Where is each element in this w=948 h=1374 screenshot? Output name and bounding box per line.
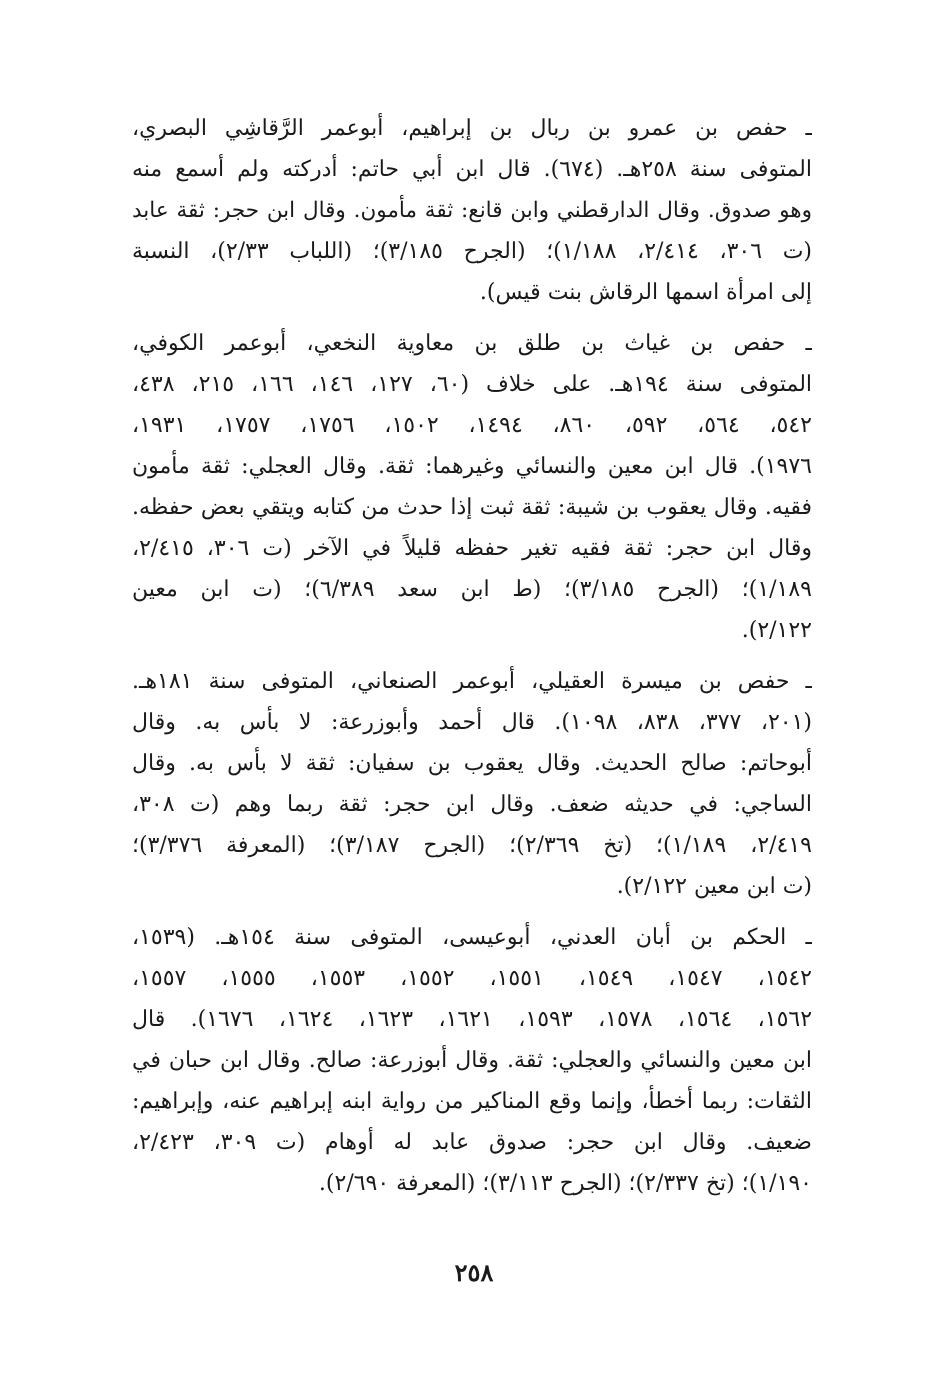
text-line: ابن معين والنسائي والعجلي: ثقة. وقال أبوزرعة: صالح. وقال ابن حبان في — [132, 1048, 812, 1073]
text-line: ١٩٧٦). قال ابن معين والنسائي وغيرهما: ثقة. وقال العجلي: ثقة مأمون — [132, 454, 812, 479]
text-line: ضعيف. وقال ابن حجر: صدوق عابد له أوهام (ت ٣٠٩، ٢/٤٢٣، — [132, 1130, 812, 1155]
text-line: ١٥٤٢، ١٥٤٧، ١٥٤٩، ١٥٥١، ١٥٥٢، ١٥٥٣، ١٥٥٥، ١٥٥٧، — [132, 966, 812, 991]
text-line: الساجي: في حديثه ضعف. وقال ابن حجر: ثقة ربما وهم (ت ٣٠٨، — [132, 792, 812, 817]
text-line: إلى امرأة اسمها الرقاش بنت قيس). — [479, 280, 812, 305]
text-line: ـ حفص بن ميسرة العقيلي، أبوعمر الصنعاني، المتوفى سنة ١٨١هـ. — [132, 669, 812, 694]
text-line: (ت ٣٠٦، ٢/٤١٤، ١/١٨٨)؛ (الجرح ٣/١٨٥)؛ (اللباب ٢/٣٣)، النسبة — [132, 239, 812, 264]
text-line: فقيه. وقال يعقوب بن شيبة: ثقة ثبت إذا حدث من كتابه ويتقي بعض حفظه. — [132, 495, 812, 520]
entry-hafs-ibn-amr — [132, 108, 812, 313]
text-line: أبوحاتم: صالح الحديث. وقال يعقوب بن سفيان: ثقة لا بأس به. وقال — [132, 751, 812, 776]
text-line: (ت ابن معين ٢/١٢٢). — [616, 874, 812, 899]
text-line: المتوفى سنة ٢٥٨هـ. (٦٧٤). قال ابن أبي حاتم: أدركته ولم أسمع منه — [132, 157, 812, 182]
page-number: ٢٥٨ — [454, 1258, 494, 1287]
text-line: ١٥٦٢، ١٥٦٤، ١٥٧٨، ١٥٩٣، ١٦٢١، ١٦٢٣، ١٦٢٤، ١٦٧٦). قال — [132, 1007, 812, 1032]
text-line: المتوفى سنة ١٩٤هـ. على خلاف (٦٠، ١٢٧، ١٤٦، ١٦٦، ٢١٥، ٤٣٨، — [132, 372, 812, 397]
text-line: ٢/١٢٢). — [741, 618, 812, 643]
text-line: ـ الحكم بن أبان العدني، أبوعيسى، المتوفى سنة ١٥٤هـ. (١٥٣٩، — [132, 925, 812, 950]
text-line: ـ حفص بن غياث بن طلق بن معاوية النخعي، أبوعمر الكوفي، — [132, 331, 812, 356]
text-line: وهو صدوق. وقال الدارقطني وابن قانع: ثقة مأمون. وقال ابن حجر: ثقة عابد — [132, 198, 812, 223]
text-line: (٢٠١، ٣٧٧، ٨٣٨، ١٠٩٨). قال أحمد وأبوزرعة: لا بأس به. وقال — [132, 710, 812, 735]
text-line: ١/١٨٩)؛ (الجرح ٣/١٨٥)؛ (ط ابن سعد ٦/٣٨٩)؛ (ت ابن معين — [132, 577, 812, 602]
entry-al-hakam-ibn-aban — [132, 917, 812, 1204]
text-line: ١/١٩٠)؛ (تخ ٢/٣٣٧)؛ (الجرح ٣/١١٣)؛ (المعرفة ٢/٦٩٠). — [318, 1171, 812, 1196]
text-line: ٥٤٢، ٥٦٤، ٥٩٢، ٨٦٠، ١٤٩٤، ١٥٠٢، ١٧٥٦، ١٧٥٧، ١٩٣١، — [132, 413, 812, 438]
text-line: وقال ابن حجر: ثقة فقيه تغير حفظه قليلاً في الآخر (ت ٣٠٦، ٢/٤١٥، — [132, 536, 812, 561]
text-line: ـ حفص بن عمرو بن ربال بن إبراهيم، أبوعمر الرَّقاشِي البصري، — [132, 116, 812, 141]
entry-hafs-ibn-maysara — [132, 661, 812, 907]
text-line: الثقات: ربما أخطأ، وإنما وقع المناكير من رواية ابنه إبراهيم عنه، وإبراهيم: — [132, 1089, 812, 1114]
entry-hafs-ibn-ghiyath — [132, 323, 812, 651]
text-line: ٢/٤١٩، ١/١٨٩)؛ (تخ ٢/٣٦٩)؛ (الجرح ٣/١٨٧)؛ (المعرفة ٣/٣٧٦)؛ — [132, 833, 812, 858]
page-body — [132, 108, 812, 1214]
